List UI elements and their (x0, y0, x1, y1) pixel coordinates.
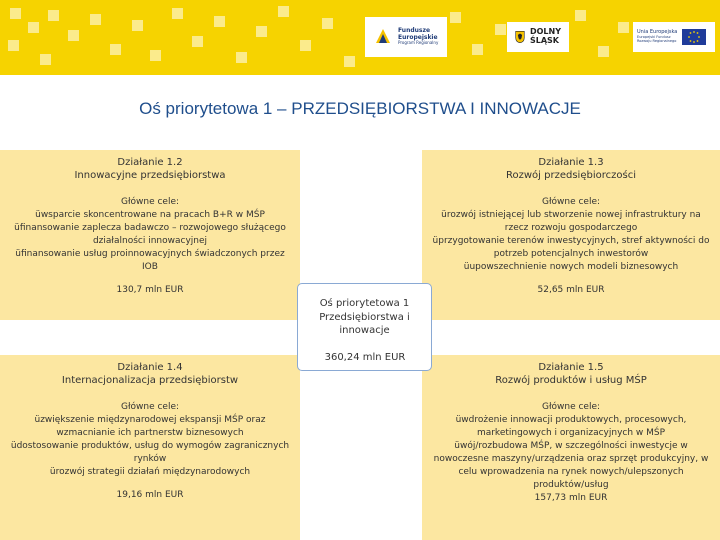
logo-unia-europejska: Unia Europejska Europejski Fundusz Rozwoju Regionalnego (633, 22, 715, 52)
goal-item: üfinansowanie usług proinnowacyjnych świadczonych przez IOB (15, 249, 285, 273)
action-amount: 19,16 mln EUR (116, 490, 184, 501)
logo-dolny-slask: DOLNY ŚLĄSK (507, 22, 569, 52)
goal-item: üdostosowanie produktów, usług do wymogów zagranicznych rynków (10, 441, 290, 465)
logo-fundusze-europejskie: Fundusze Europejskie Program Regionalny (365, 17, 447, 57)
goals-list: Główne cele: ürozwój istniejącej lub stworzenie nowej infrastruktury na rzecz rozwoju gospodarczego üprzygotowanie terenów inwestycyjnych, stref aktywności do potrzeb potencjalnych inwestorów üupowszechnienie nowych modeli biznesowych (430, 196, 712, 274)
decor-square (172, 8, 183, 19)
goal-item: üzwiększenie międzynarodowej ekspansji MŚP oraz wzmacnianie ich partnerstw biznesowych (34, 415, 266, 439)
decor-square (110, 44, 121, 55)
goal-item: ürozwój strategii działań międzynarodowych (49, 467, 251, 478)
goal-item: üwdrożenie innowacji produktowych, procesowych, marketingowych i organizacyjnych w MŚP (455, 415, 687, 439)
action-title: Działanie 1.3 Rozwój przedsiębiorczości (506, 157, 636, 181)
goal-item: üwój/rozbudowa MŚP, w szczególności inwestycje w nowoczesne maszyny/urządzenia oraz sprzęt produkcyjny, w celu wprowadzenia na rynek nowych/ulepszonych produktów/usług (433, 441, 709, 491)
decor-square (450, 12, 461, 23)
decor-square (68, 30, 79, 41)
action-box-1-3 (422, 150, 720, 320)
goal-item: üprzygotowanie terenów inwestycyjnych, stref aktywności do potrzeb potencjalnych inwestorów (432, 236, 710, 260)
decor-square (48, 10, 59, 21)
decor-square (322, 18, 333, 29)
decor-square (236, 52, 247, 63)
decor-square (495, 24, 506, 35)
decor-square (10, 8, 21, 19)
action-box-1-4 (0, 355, 300, 540)
decor-square (192, 36, 203, 47)
decor-square (256, 26, 267, 37)
eu-flag-icon (682, 29, 706, 45)
action-amount: 130,7 mln EUR (116, 285, 184, 296)
decor-square (618, 22, 629, 33)
goals-list: Główne cele: üzwiększenie międzynarodowej ekspansji MŚP oraz wzmacnianie ich partnerstw biznesowych üdostosowanie produktów, usług do wymogów zagranicznych rynków ürozwój strategii działań międzynarodowych (10, 401, 290, 479)
decor-square (150, 50, 161, 61)
action-amount: 157,73 mln EUR (534, 493, 608, 504)
action-box-1-5 (422, 355, 720, 540)
action-title: Działanie 1.4 Internacjonalizacja przedsiębiorstw (61, 362, 239, 386)
priority-axis-center: Oś priorytetowa 1 Przedsiębiorstwa i innowacje (297, 283, 432, 371)
decor-square (598, 46, 609, 57)
action-title: Działanie 1.5 Rozwój produktów i usług MŚP (495, 362, 647, 386)
decor-square (28, 22, 39, 33)
decor-square (8, 40, 19, 51)
decor-square (300, 40, 311, 51)
decor-square (472, 44, 483, 55)
goals-list: Główne cele: üwsparcie skoncentrowane na pracach B+R w MŚP üfinansowanie zaplecza badawczo – rozwojowego służącego działalności innowacyjnej üfinansowanie usług proinnowacyjnych świadczonych przez IOB (10, 196, 290, 274)
page-title: Oś priorytetowa 1 – PRZEDSIĘBIORSTWA I INNOWACJE (139, 99, 581, 118)
eagle-crest-icon (515, 28, 525, 46)
decor-square (278, 6, 289, 17)
goal-item: üupowszechnienie nowych modeli biznesowych (463, 262, 679, 273)
goal-item: üfinansowanie zaplecza badawczo – rozwojowego służącego działalności innowacyjnej (14, 223, 286, 247)
action-title: Działanie 1.2 Innowacyjne przedsiębiorstwa (74, 157, 226, 181)
fe-star-icon (373, 25, 393, 49)
goal-item: ürozwój istniejącej lub stworzenie nowej infrastruktury na rzecz rozwoju gospodarczego (441, 210, 701, 234)
decor-square (40, 54, 51, 65)
priority-axis-amount: 360,24 mln EUR (324, 352, 406, 363)
decor-square (214, 16, 225, 27)
decor-square (575, 10, 586, 21)
decor-square (90, 14, 101, 25)
goals-list: Główne cele: üwdrożenie innowacji produktowych, procesowych, marketingowych i organizacyjnych w MŚP üwój/rozbudowa MŚP, w szczególności inwestycje w nowoczesne maszyny/urządzenia oraz sprzęt produkcyjny, w celu wprowadzenia na rynek nowych/ulepszonych produktów/usług (430, 401, 712, 492)
decor-square (344, 56, 355, 67)
action-box-1-2 (0, 150, 300, 320)
goal-item: üwsparcie skoncentrowane na pracach B+R w MŚP (35, 210, 265, 221)
header-banner (0, 0, 720, 75)
action-amount: 52,65 mln EUR (537, 285, 605, 296)
decor-square (132, 20, 143, 31)
